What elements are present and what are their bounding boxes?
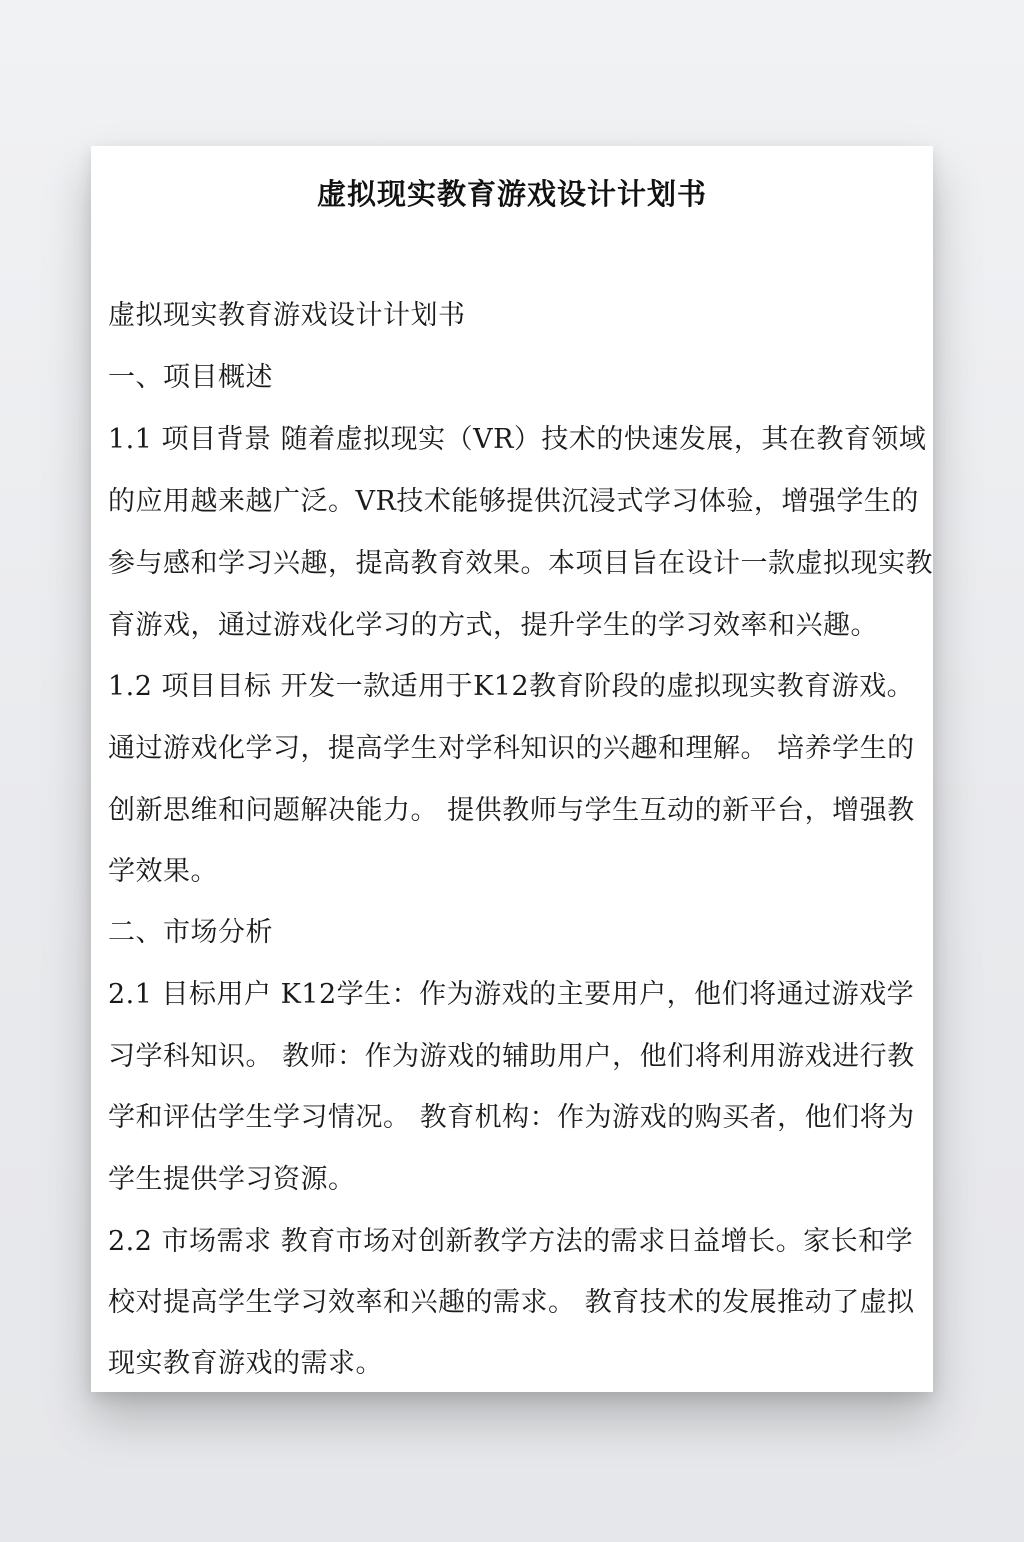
- document-page: [91, 146, 933, 1392]
- text-line: 2.2 市场需求 教育市场对创新教学方法的需求日益增长。家长和学: [108, 1226, 914, 1257]
- text-line: 2.1 目标用户 K12学生：作为游戏的主要用户，他们将通过游戏学: [108, 979, 915, 1010]
- text-line: 学和评估学生学习情况。 教育机构：作为游戏的购买者，他们将为: [108, 1102, 915, 1133]
- text-line: 现实教育游戏的需求。: [108, 1348, 383, 1379]
- text-line: 学生提供学习资源。: [108, 1164, 356, 1195]
- section-heading-1: 一、项目概述: [108, 362, 273, 393]
- text-line: 育游戏，通过游戏化学习的方式，提升学生的学习效率和兴趣。: [108, 610, 878, 641]
- section-heading-2: 二、市场分析: [108, 917, 273, 948]
- text-line: 习学科知识。 教师：作为游戏的辅助用户，他们将利用游戏进行教: [108, 1041, 915, 1072]
- text-line: 学效果。: [108, 856, 218, 887]
- text-line: 创新思维和问题解决能力。 提供教师与学生互动的新平台，增强教: [108, 795, 915, 826]
- document-title: 虚拟现实教育游戏设计计划书: [316, 177, 707, 211]
- body-heading: 虚拟现实教育游戏设计计划书: [108, 300, 466, 331]
- text-line: 通过游戏化学习，提高学生对学科知识的兴趣和理解。 培养学生的: [108, 733, 915, 764]
- text-line: 的应用越来越广泛。VR技术能够提供沉浸式学习体验，增强学生的: [108, 486, 919, 517]
- text-line: 1.1 项目背景 随着虚拟现实（VR）技术的快速发展，其在教育领域: [108, 424, 927, 455]
- text-line: 参与感和学习兴趣，提高教育效果。本项目旨在设计一款虚拟现实教: [108, 548, 933, 579]
- text-line: 1.2 项目目标 开发一款适用于K12教育阶段的虚拟现实教育游戏。: [108, 671, 915, 702]
- text-line: 校对提高学生学习效率和兴趣的需求。 教育技术的发展推动了虚拟: [108, 1287, 915, 1318]
